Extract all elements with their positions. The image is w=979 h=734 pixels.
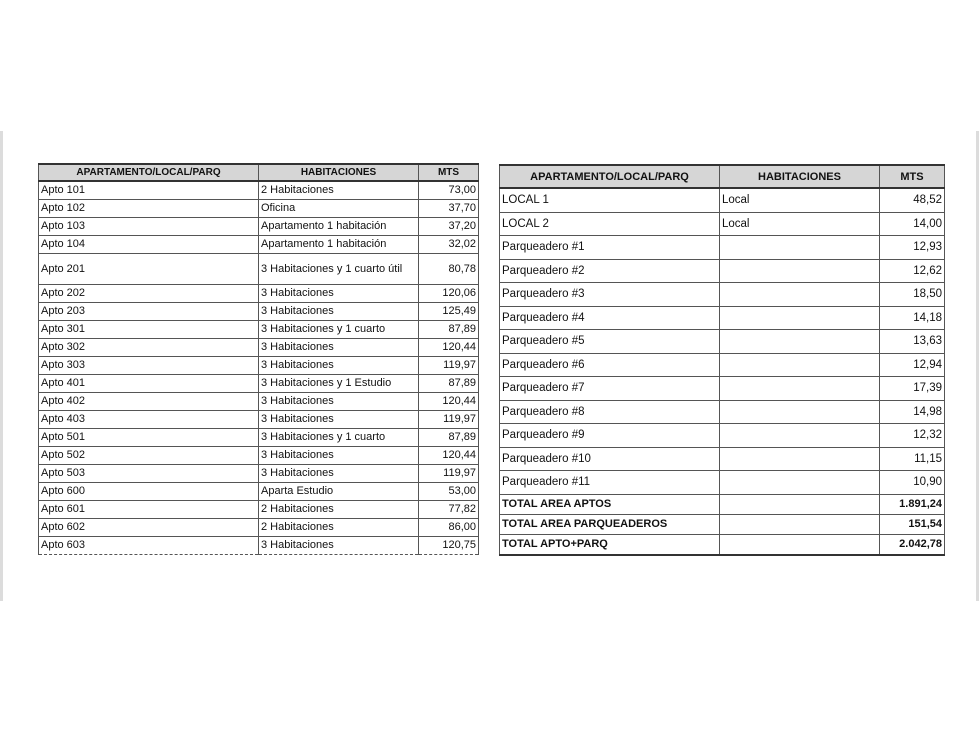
- total-value: 1.891,24: [880, 494, 945, 514]
- rooms-cell: [720, 447, 880, 471]
- header-mts: MTS: [880, 165, 945, 188]
- unit-cell: Apto 501: [39, 429, 259, 447]
- table-row: [39, 465, 479, 483]
- mts-cell: 77,82: [419, 501, 479, 519]
- rooms-cell: Apartamento 1 habitación: [259, 218, 419, 236]
- total-value: 151,54: [880, 514, 945, 534]
- rooms-cell: 3 Habitaciones y 1 Estudio: [259, 375, 419, 393]
- rooms-cell: [720, 283, 880, 307]
- table-row: [500, 330, 945, 354]
- mts-cell: 14,18: [880, 306, 945, 330]
- apartments-table: [38, 163, 479, 555]
- rooms-cell: 3 Habitaciones y 1 cuarto: [259, 429, 419, 447]
- unit-cell: Apto 302: [39, 339, 259, 357]
- table-row: [500, 400, 945, 424]
- total-row: [500, 534, 945, 555]
- header-rooms: HABITACIONES: [720, 165, 880, 188]
- total-row: [500, 514, 945, 534]
- mts-cell: 48,52: [880, 188, 945, 212]
- mts-cell: 120,44: [419, 339, 479, 357]
- unit-cell: Parqueadero #8: [500, 400, 720, 424]
- mts-cell: 120,44: [419, 393, 479, 411]
- header-unit: APARTAMENTO/LOCAL/PARQ: [39, 164, 259, 181]
- table-row: [500, 306, 945, 330]
- table-row: [39, 357, 479, 375]
- total-label: TOTAL AREA PARQUEADEROS: [500, 514, 720, 534]
- header-unit: APARTAMENTO/LOCAL/PARQ: [500, 165, 720, 188]
- table-header-row: [39, 164, 479, 181]
- mts-cell: 37,70: [419, 200, 479, 218]
- unit-cell: Apto 403: [39, 411, 259, 429]
- rooms-cell: 2 Habitaciones: [259, 519, 419, 537]
- rooms-cell: 3 Habitaciones: [259, 411, 419, 429]
- total-label: TOTAL AREA APTOS: [500, 494, 720, 514]
- table-row: [500, 353, 945, 377]
- table-row: [39, 393, 479, 411]
- unit-cell: Apto 101: [39, 181, 259, 200]
- mts-cell: 11,15: [880, 447, 945, 471]
- rooms-cell: 3 Habitaciones: [259, 393, 419, 411]
- unit-cell: Parqueadero #2: [500, 259, 720, 283]
- table-row: [39, 200, 479, 218]
- empty-cell: [720, 494, 880, 514]
- mts-cell: 119,97: [419, 357, 479, 375]
- header-rooms: HABITACIONES: [259, 164, 419, 181]
- rooms-cell: [720, 259, 880, 283]
- total-row: [500, 494, 945, 514]
- table-row: [39, 254, 479, 285]
- mts-cell: 119,97: [419, 411, 479, 429]
- unit-cell: Parqueadero #11: [500, 471, 720, 495]
- unit-cell: Apto 202: [39, 285, 259, 303]
- rooms-cell: [720, 306, 880, 330]
- unit-cell: Apto 601: [39, 501, 259, 519]
- table-row: [39, 236, 479, 254]
- rooms-cell: Local: [720, 212, 880, 236]
- mts-cell: 120,44: [419, 447, 479, 465]
- mts-cell: 10,90: [880, 471, 945, 495]
- table-row: [500, 212, 945, 236]
- rooms-cell: Oficina: [259, 200, 419, 218]
- mts-cell: 18,50: [880, 283, 945, 307]
- unit-cell: Apto 600: [39, 483, 259, 501]
- unit-cell: Apto 303: [39, 357, 259, 375]
- mts-cell: 87,89: [419, 429, 479, 447]
- mts-cell: 37,20: [419, 218, 479, 236]
- mts-cell: 53,00: [419, 483, 479, 501]
- rooms-cell: 3 Habitaciones: [259, 357, 419, 375]
- unit-cell: Apto 401: [39, 375, 259, 393]
- unit-cell: Apto 402: [39, 393, 259, 411]
- rooms-cell: [720, 353, 880, 377]
- table-row: [39, 429, 479, 447]
- table-row: [39, 285, 479, 303]
- unit-cell: Apto 301: [39, 321, 259, 339]
- table-row: [39, 321, 479, 339]
- rooms-cell: Aparta Estudio: [259, 483, 419, 501]
- unit-cell: Apto 104: [39, 236, 259, 254]
- mts-cell: 86,00: [419, 519, 479, 537]
- mts-cell: 12,32: [880, 424, 945, 448]
- locals-parking-table: [499, 164, 945, 556]
- table-row: [500, 377, 945, 401]
- mts-cell: 32,02: [419, 236, 479, 254]
- table-row: [500, 188, 945, 212]
- table-row: [500, 471, 945, 495]
- unit-cell: Parqueadero #5: [500, 330, 720, 354]
- unit-cell: Apto 603: [39, 537, 259, 555]
- mts-cell: 14,98: [880, 400, 945, 424]
- mts-cell: 87,89: [419, 321, 479, 339]
- table-row: [39, 303, 479, 321]
- table-row: [500, 424, 945, 448]
- mts-cell: 120,75: [419, 537, 479, 555]
- mts-cell: 87,89: [419, 375, 479, 393]
- table-row: [39, 483, 479, 501]
- unit-cell: Apto 503: [39, 465, 259, 483]
- table-row: [500, 283, 945, 307]
- unit-cell: Parqueadero #10: [500, 447, 720, 471]
- table-row: [39, 375, 479, 393]
- rooms-cell: [720, 377, 880, 401]
- rooms-cell: [720, 400, 880, 424]
- table-header-row: [500, 165, 945, 188]
- document-sheet: [0, 131, 979, 601]
- table-row: [39, 181, 479, 200]
- mts-cell: 120,06: [419, 285, 479, 303]
- table-row: [39, 447, 479, 465]
- table-row: [500, 236, 945, 260]
- header-mts: MTS: [419, 164, 479, 181]
- mts-cell: 73,00: [419, 181, 479, 200]
- rooms-cell: 3 Habitaciones: [259, 465, 419, 483]
- table-row: [39, 519, 479, 537]
- mts-cell: 14,00: [880, 212, 945, 236]
- table-row: [500, 259, 945, 283]
- rooms-cell: 3 Habitaciones: [259, 303, 419, 321]
- mts-cell: 13,63: [880, 330, 945, 354]
- unit-cell: Parqueadero #1: [500, 236, 720, 260]
- mts-cell: 12,62: [880, 259, 945, 283]
- unit-cell: LOCAL 2: [500, 212, 720, 236]
- mts-cell: 12,93: [880, 236, 945, 260]
- rooms-cell: [720, 424, 880, 448]
- unit-cell: Apto 502: [39, 447, 259, 465]
- unit-cell: Parqueadero #3: [500, 283, 720, 307]
- unit-cell: Parqueadero #6: [500, 353, 720, 377]
- rooms-cell: 2 Habitaciones: [259, 501, 419, 519]
- table-row: [39, 339, 479, 357]
- table-row: [39, 218, 479, 236]
- rooms-cell: [720, 236, 880, 260]
- unit-cell: LOCAL 1: [500, 188, 720, 212]
- unit-cell: Apto 201: [39, 254, 259, 285]
- rooms-cell: 3 Habitaciones y 1 cuarto: [259, 321, 419, 339]
- table-row: [39, 411, 479, 429]
- unit-cell: Parqueadero #9: [500, 424, 720, 448]
- table-row: [39, 501, 479, 519]
- total-label: TOTAL APTO+PARQ: [500, 534, 720, 555]
- empty-cell: [720, 514, 880, 534]
- mts-cell: 17,39: [880, 377, 945, 401]
- rooms-cell: [720, 471, 880, 495]
- rooms-cell: 2 Habitaciones: [259, 181, 419, 200]
- rooms-cell: 3 Habitaciones y 1 cuarto útil: [259, 254, 419, 285]
- table-row: [500, 447, 945, 471]
- total-value: 2.042,78: [880, 534, 945, 555]
- rooms-cell: 3 Habitaciones: [259, 537, 419, 555]
- mts-cell: 80,78: [419, 254, 479, 285]
- unit-cell: Apto 602: [39, 519, 259, 537]
- mts-cell: 12,94: [880, 353, 945, 377]
- rooms-cell: 3 Habitaciones: [259, 339, 419, 357]
- unit-cell: Apto 203: [39, 303, 259, 321]
- empty-cell: [720, 534, 880, 555]
- unit-cell: Apto 102: [39, 200, 259, 218]
- rooms-cell: 3 Habitaciones: [259, 285, 419, 303]
- rooms-cell: [720, 330, 880, 354]
- table-row: [39, 537, 479, 555]
- unit-cell: Apto 103: [39, 218, 259, 236]
- unit-cell: Parqueadero #7: [500, 377, 720, 401]
- rooms-cell: 3 Habitaciones: [259, 447, 419, 465]
- rooms-cell: Local: [720, 188, 880, 212]
- unit-cell: Parqueadero #4: [500, 306, 720, 330]
- mts-cell: 125,49: [419, 303, 479, 321]
- mts-cell: 119,97: [419, 465, 479, 483]
- rooms-cell: Apartamento 1 habitación: [259, 236, 419, 254]
